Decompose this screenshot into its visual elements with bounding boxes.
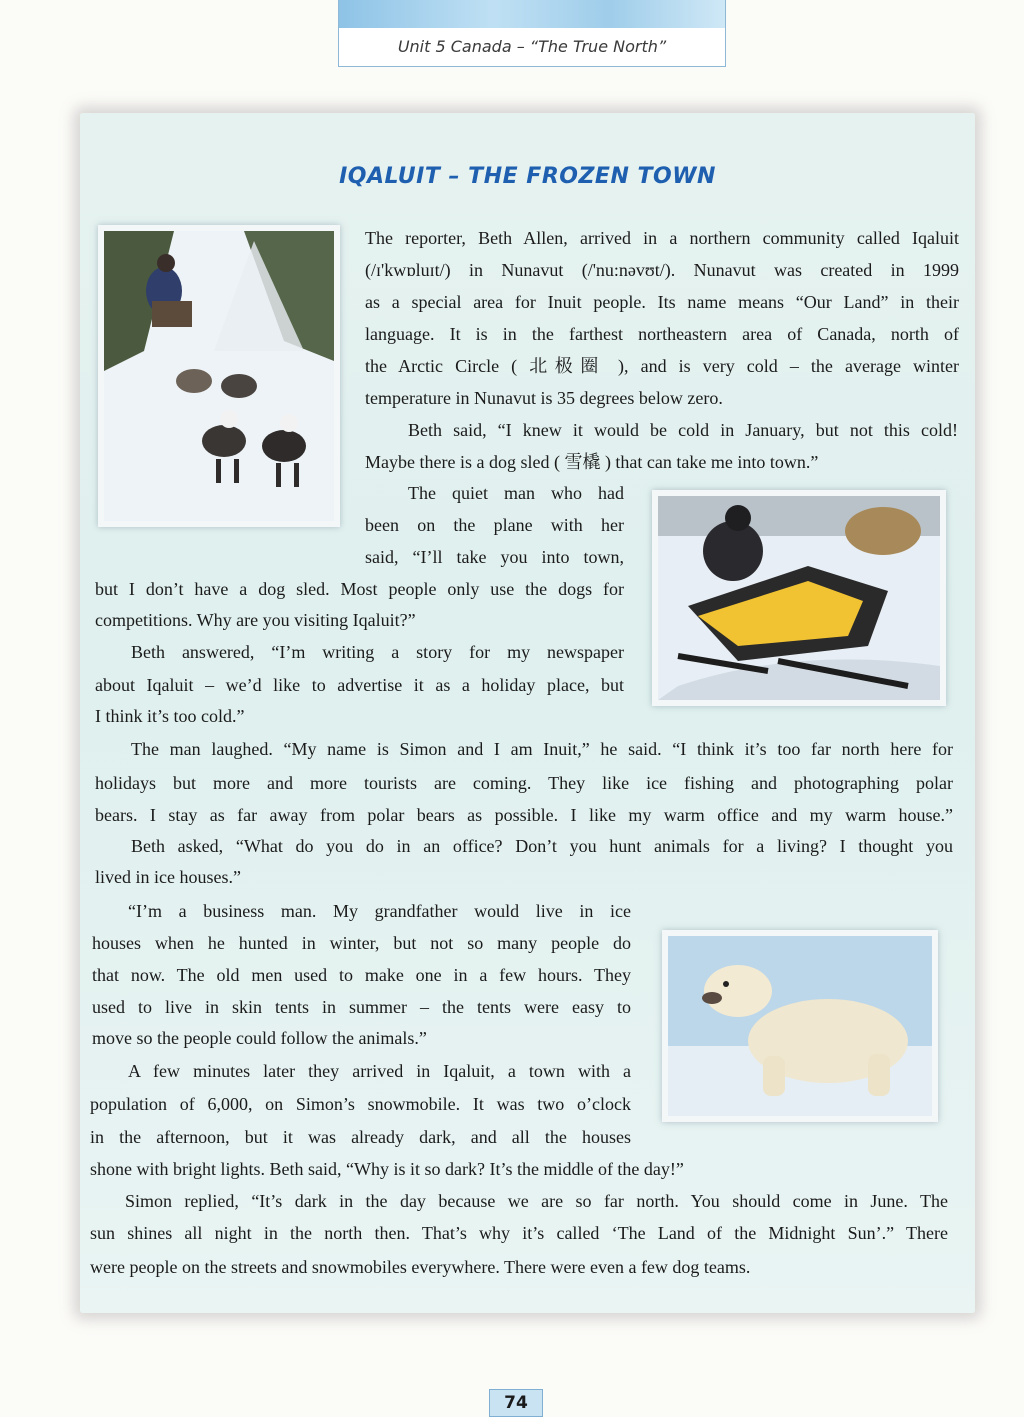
- body-line: Beth answered, “I’m writing a story for my newspaper: [131, 642, 624, 662]
- body-line: competitions. Why are you visiting Iqaluit?”: [95, 610, 416, 630]
- snowmobile-illustration: [658, 496, 940, 700]
- polar-bear-illustration: [668, 936, 932, 1116]
- body-line: bears. I stay as far away from polar bears as possible. I like my warm office and my warm house.”: [95, 805, 953, 825]
- body-line: used to live in skin tents in summer – the tents were easy to: [92, 997, 631, 1017]
- body-line: shone with bright lights. Beth said, “Why is it so dark? It’s the middle of the day!”: [90, 1159, 684, 1179]
- body-line: Simon replied, “It’s dark in the day because we are so far north. You should come in June. The: [125, 1191, 948, 1211]
- body-line: The reporter, Beth Allen, arrived in a northern community called Iqaluit: [365, 228, 959, 248]
- unit-title: Unit 5 Canada – “The True North”: [397, 37, 667, 56]
- body-line: been on the plane with her: [365, 515, 624, 535]
- body-line: about Iqaluit – we’d like to advertise it as a holiday place, but: [95, 675, 624, 695]
- page-number: 74: [489, 1389, 543, 1417]
- body-line: said, “I’ll take you into town,: [365, 547, 624, 567]
- body-line: I think it’s too cold.”: [95, 706, 245, 726]
- body-line: The quiet man who had: [408, 483, 624, 503]
- body-line: holidays but more and more tourists are coming. They like ice fishing and photographing polar: [95, 773, 953, 793]
- body-line: sun shines all night in the north then. That’s why it’s called ‘The Land of the Midnight Sun’.” There: [90, 1223, 948, 1243]
- body-line: but I don’t have a dog sled. Most people only use the dogs for: [95, 579, 624, 599]
- body-line: The man laughed. “My name is Simon and I am Inuit,” he said. “I think it’s too far north here for: [131, 739, 953, 759]
- polar-bear-photo: [662, 930, 938, 1122]
- body-line: “I’m a business man. My grandfather would live in ice: [128, 901, 631, 921]
- unit-header: [338, 0, 726, 67]
- body-line: move so the people could follow the animals.”: [92, 1028, 427, 1048]
- body-line: houses when he hunted in winter, but not so many people do: [92, 933, 631, 953]
- body-line: population of 6,000, on Simon’s snowmobile. It was two o’clock: [90, 1094, 631, 1114]
- body-line: Beth said, “I knew it would be cold in January, but not this cold!: [408, 420, 958, 440]
- body-line: temperature in Nunavut is 35 degrees below zero.: [365, 388, 723, 408]
- dog-sled-photo: [98, 225, 340, 527]
- body-line: as a special area for Inuit people. Its name means “Our Land” in their: [365, 292, 959, 312]
- article-title: IQALUIT – THE FROZEN TOWN: [339, 164, 716, 189]
- body-line: in the afternoon, but it was already dark, and all the houses: [90, 1127, 631, 1147]
- body-line: (/ɪ'kwɒluɪt/) in Nunavut (/'nu:nəvʊt/). Nunavut was created in 1999: [365, 260, 959, 280]
- body-line: the Arctic Circle ( 北极圈 ), and is very cold – the average winter: [365, 356, 959, 376]
- dog-sled-illustration: [104, 231, 334, 521]
- body-line: that now. The old men used to make one in a few hours. They: [92, 965, 631, 985]
- body-line: Beth asked, “What do you do in an office? Don’t you hunt animals for a living? I thought you: [131, 836, 953, 856]
- body-line: lived in ice houses.”: [95, 867, 241, 887]
- body-line: Maybe there is a dog sled ( 雪橇 ) that can take me into town.”: [365, 452, 819, 472]
- snowmobile-photo: [652, 490, 946, 706]
- header-decorative-strip: [339, 0, 725, 28]
- body-line: were people on the streets and snowmobiles everywhere. There were even a few dog teams.: [90, 1257, 751, 1277]
- body-line: language. It is in the farthest northeastern area of Canada, north of: [365, 324, 959, 344]
- body-line: A few minutes later they arrived in Iqaluit, a town with a: [128, 1061, 631, 1081]
